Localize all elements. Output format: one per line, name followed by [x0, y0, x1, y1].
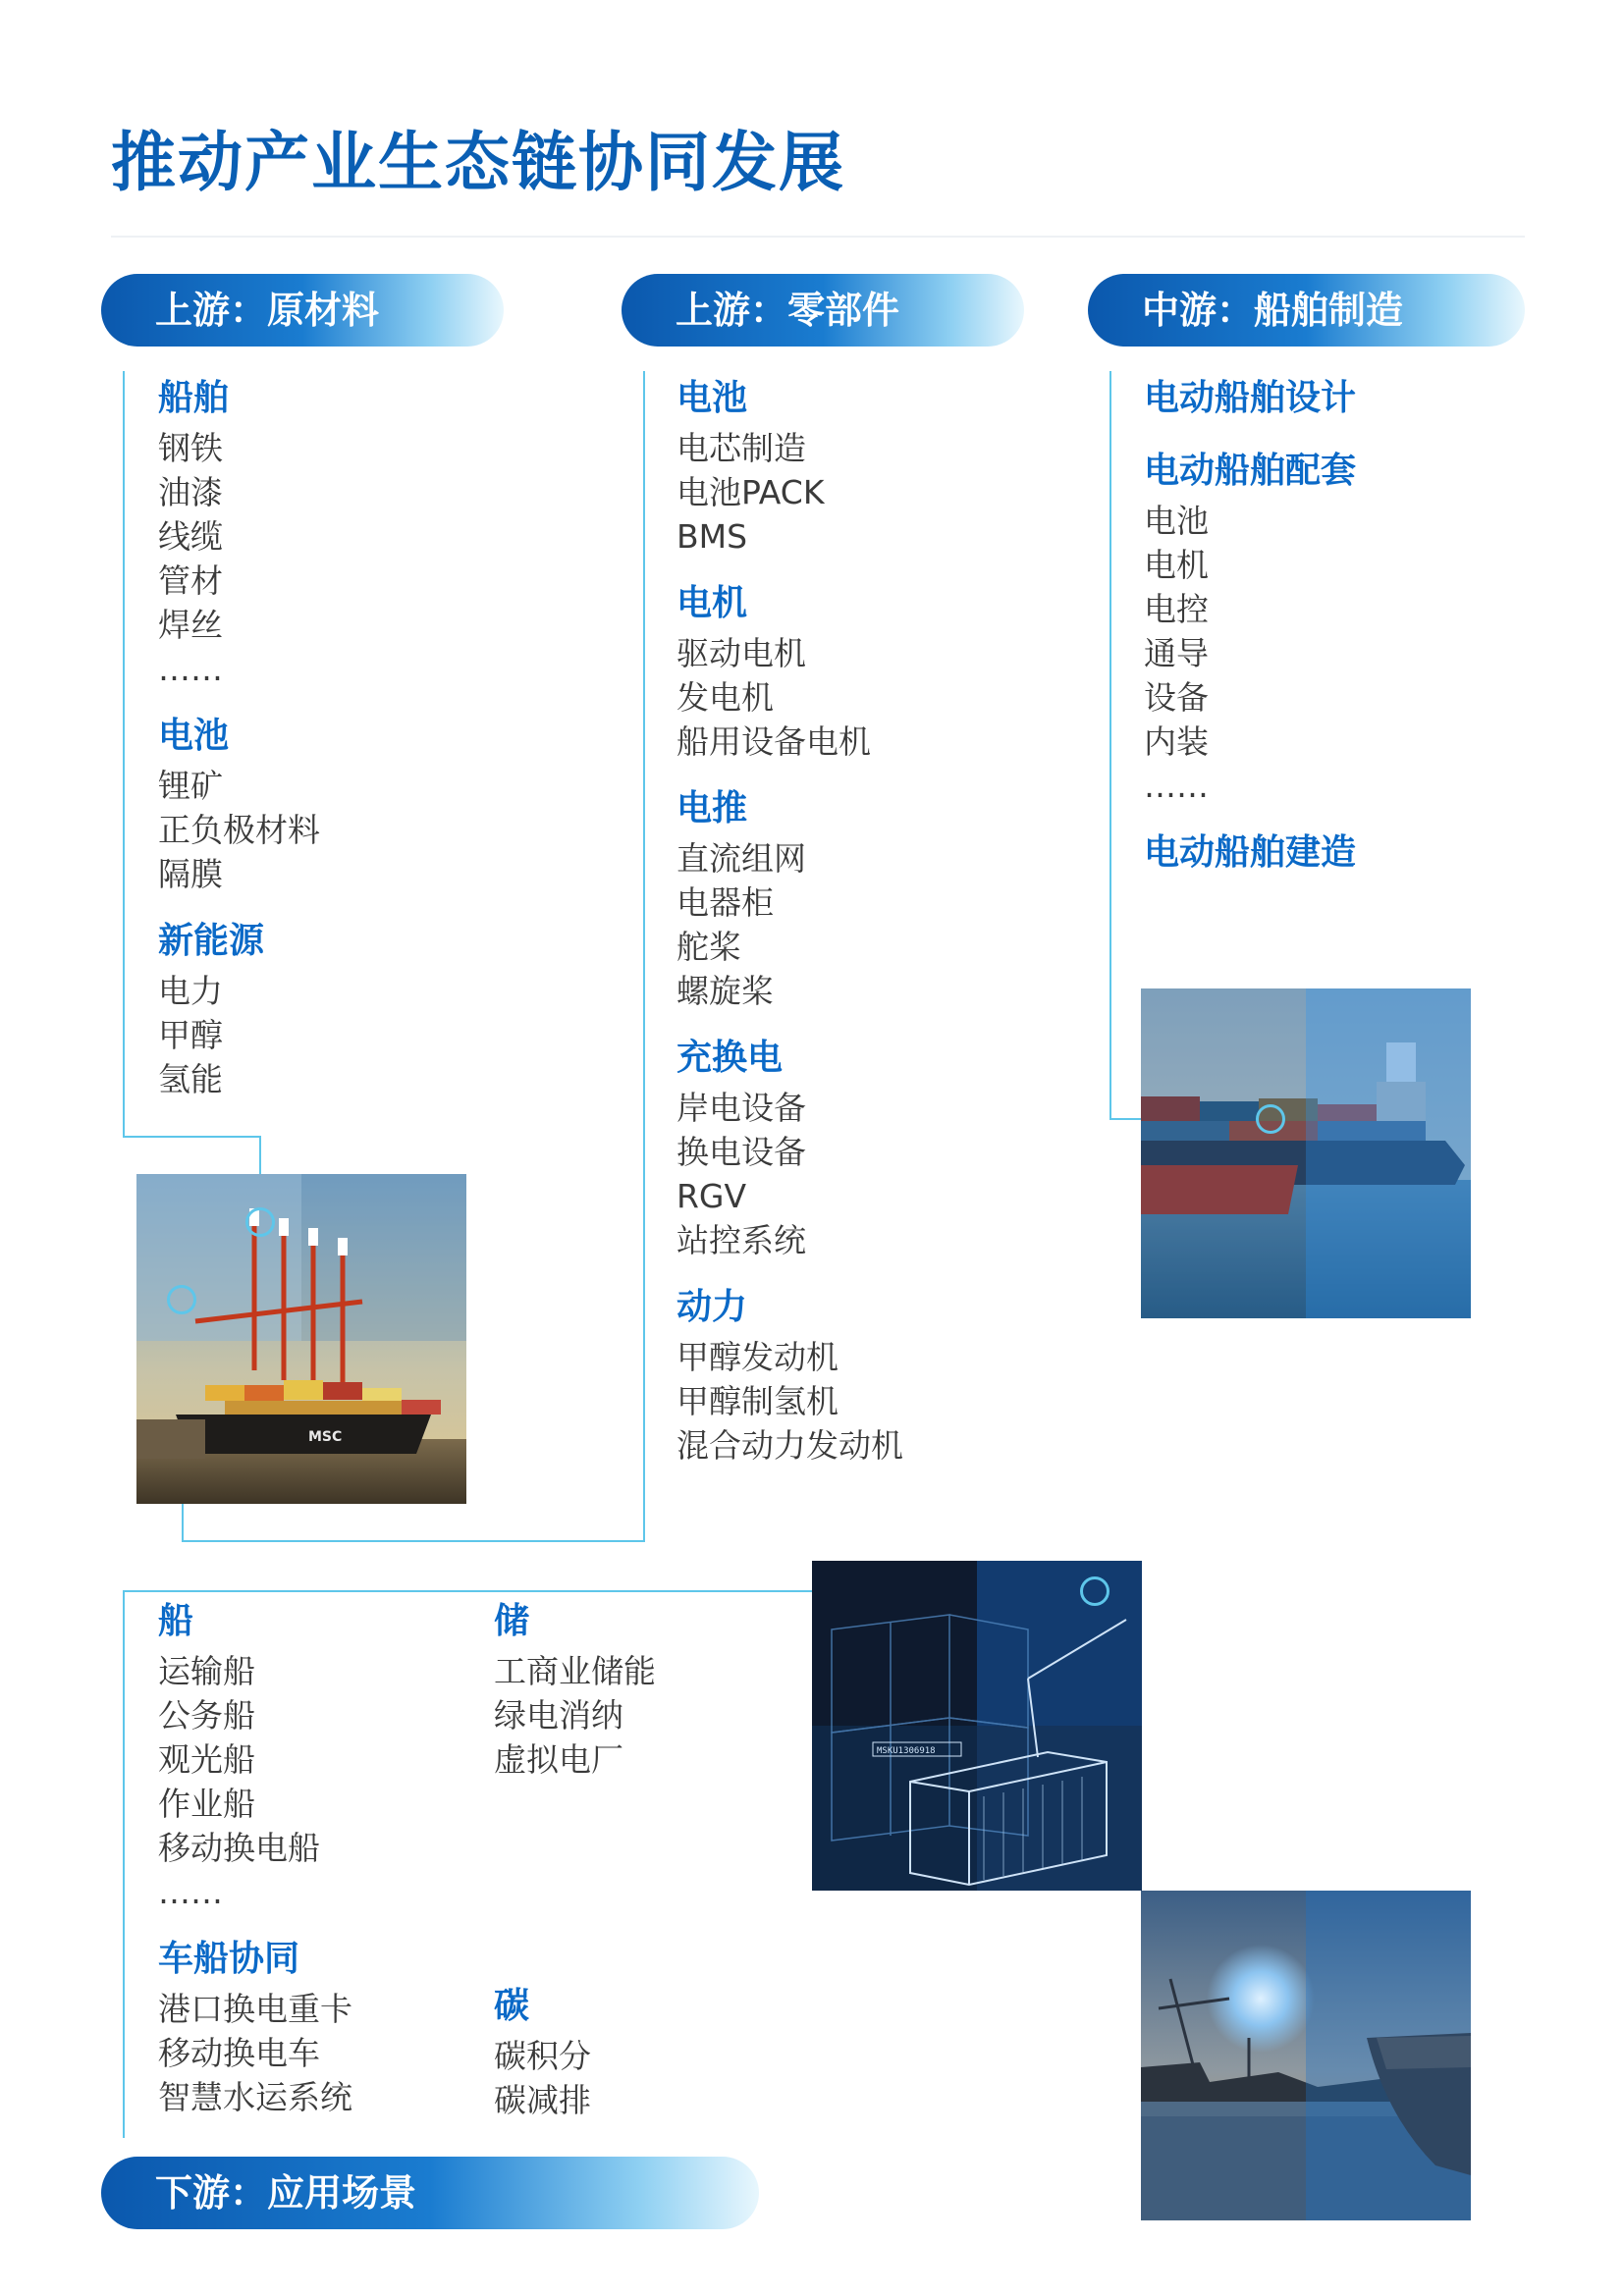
group-title: 车船协同	[158, 1939, 300, 1979]
list-item: 电力	[158, 972, 223, 1010]
ship-name-text: MSC	[308, 1429, 343, 1445]
port-crane-photo	[136, 1174, 466, 1504]
group-title: 新能源	[158, 921, 265, 961]
list-item: 钢铁	[158, 429, 223, 467]
container-id-text: MSKU1306918	[877, 1746, 936, 1756]
downstream-group-vehicle-ship	[158, 1936, 472, 2119]
connector-parts-bottom	[182, 1540, 645, 1542]
group-title: 储	[494, 1601, 530, 1641]
list-item: RGV	[676, 1177, 747, 1215]
list-item: 作业船	[158, 1785, 255, 1823]
midstream-group-design	[1144, 375, 1556, 422]
group-title: 电动船舶设计	[1144, 378, 1357, 418]
connector-node-port-left	[167, 1285, 196, 1314]
midstream-group-construction	[1144, 829, 1556, 877]
container-wireframe-photo	[812, 1561, 1142, 1891]
group-title: 电推	[676, 788, 748, 828]
list-item: ……	[158, 1873, 223, 1911]
group-title: 船舶	[158, 378, 230, 418]
container-ship-image	[1141, 988, 1471, 1318]
downstream-group-ship	[158, 1598, 472, 1914]
list-item: 港口换电重卡	[158, 1990, 352, 2028]
list-item: 锂矿	[158, 767, 223, 805]
container-ship-photo	[1141, 988, 1471, 1318]
list-item: 管材	[158, 561, 223, 600]
upstream-parts-header: 上游：零部件	[622, 274, 1024, 347]
list-item: 驱动电机	[676, 634, 806, 672]
list-item: 甲醇发动机	[676, 1338, 839, 1376]
list-item: 碳积分	[494, 2037, 591, 2075]
list-item: 甲醇制氢机	[676, 1382, 839, 1420]
page-title: 推动产业生态链协同发展	[111, 125, 845, 200]
title-divider	[111, 236, 1525, 238]
list-item: 移动换电船	[158, 1829, 320, 1867]
downstream-left-list	[158, 1598, 472, 2119]
list-item: 内装	[1144, 722, 1209, 761]
list-item: 换电设备	[676, 1133, 806, 1171]
raw-materials-list	[158, 375, 570, 1101]
list-item: 隔膜	[158, 855, 223, 893]
connector-node-port	[245, 1207, 275, 1237]
group-title: 电池	[676, 378, 748, 418]
downstream-applications-header: 下游：应用场景	[101, 2157, 759, 2229]
connector-downstream-vertical	[123, 1590, 125, 2138]
list-item: 正负极材料	[158, 811, 320, 849]
list-item: 工商业储能	[494, 1652, 656, 1690]
group-title: 电动船舶配套	[1144, 451, 1357, 491]
list-item: 电器柜	[676, 883, 774, 922]
list-item: 甲醇	[158, 1016, 223, 1054]
list-item: 电控	[1144, 590, 1209, 628]
connector-raw-horizontal	[123, 1136, 260, 1138]
connector-raw-vertical	[123, 371, 125, 1137]
list-item: 氢能	[158, 1060, 223, 1098]
harbor-sunset-image	[1141, 1891, 1471, 2220]
harbor-sunset-photo	[1141, 1891, 1471, 2220]
list-item: 设备	[1144, 678, 1209, 717]
list-item: BMS	[676, 517, 748, 556]
port-crane-image	[136, 1174, 466, 1504]
list-item: 观光船	[158, 1740, 255, 1779]
list-item: 站控系统	[676, 1221, 806, 1259]
group-title: 动力	[676, 1287, 748, 1327]
list-item: 舵桨	[676, 928, 741, 966]
list-item: 螺旋桨	[676, 972, 774, 1010]
list-item: 混合动力发动机	[676, 1426, 903, 1465]
group-title: 电机	[676, 583, 748, 623]
container-wireframe-image	[812, 1561, 1142, 1891]
list-item: 岸电设备	[676, 1089, 806, 1127]
midstream-shipbuilding-header: 中游：船舶制造	[1088, 274, 1525, 347]
list-item: 虚拟电厂	[494, 1740, 623, 1779]
list-item: 碳减排	[494, 2081, 591, 2119]
upstream-raw-materials-header: 上游：原材料	[101, 274, 504, 347]
parts-group-propulsion	[676, 785, 1089, 1013]
list-item: ……	[1144, 767, 1209, 805]
parts-group-power	[676, 1284, 1089, 1468]
list-item: 电池PACK	[676, 473, 825, 511]
list-item: 智慧水运系统	[158, 2078, 352, 2116]
raw-group-battery	[158, 713, 570, 896]
list-item: 电芯制造	[676, 429, 806, 467]
group-title: 电池	[158, 716, 230, 756]
connector-node-container	[1080, 1576, 1109, 1606]
list-item: 发电机	[676, 678, 774, 717]
downstream-group-storage	[494, 1598, 808, 1782]
group-title: 电动船舶建造	[1144, 832, 1357, 873]
parts-group-motor	[676, 580, 1089, 764]
group-title: 船	[158, 1601, 194, 1641]
list-item: 焊丝	[158, 606, 223, 644]
raw-group-ship	[158, 375, 570, 691]
parts-group-battery	[676, 375, 1089, 559]
downstream-group-carbon	[494, 1983, 808, 2122]
list-item: 运输船	[158, 1652, 255, 1690]
list-item: 船用设备电机	[676, 722, 871, 761]
midstream-group-supporting	[1144, 448, 1556, 808]
list-item: 电池	[1144, 502, 1209, 540]
group-title: 充换电	[676, 1038, 784, 1078]
raw-group-new-energy	[158, 918, 570, 1101]
list-item: 电机	[1144, 546, 1209, 584]
list-item: 公务船	[158, 1696, 255, 1735]
connector-parts-vertical	[643, 371, 645, 1541]
parts-group-charging	[676, 1035, 1089, 1262]
list-item: 线缆	[158, 517, 223, 556]
list-item: 油漆	[158, 473, 223, 511]
list-item: 移动换电车	[158, 2034, 320, 2072]
list-item: ……	[158, 650, 223, 688]
connector-node-ship	[1256, 1104, 1285, 1134]
connector-midstream-vertical	[1109, 371, 1111, 1119]
list-item: 直流组网	[676, 839, 806, 878]
group-title: 碳	[494, 1986, 530, 2026]
midstream-list	[1144, 375, 1556, 881]
list-item: 绿电消纳	[494, 1696, 623, 1735]
downstream-right-list	[494, 1598, 808, 2122]
list-item: 通导	[1144, 634, 1209, 672]
parts-list	[676, 375, 1089, 1468]
